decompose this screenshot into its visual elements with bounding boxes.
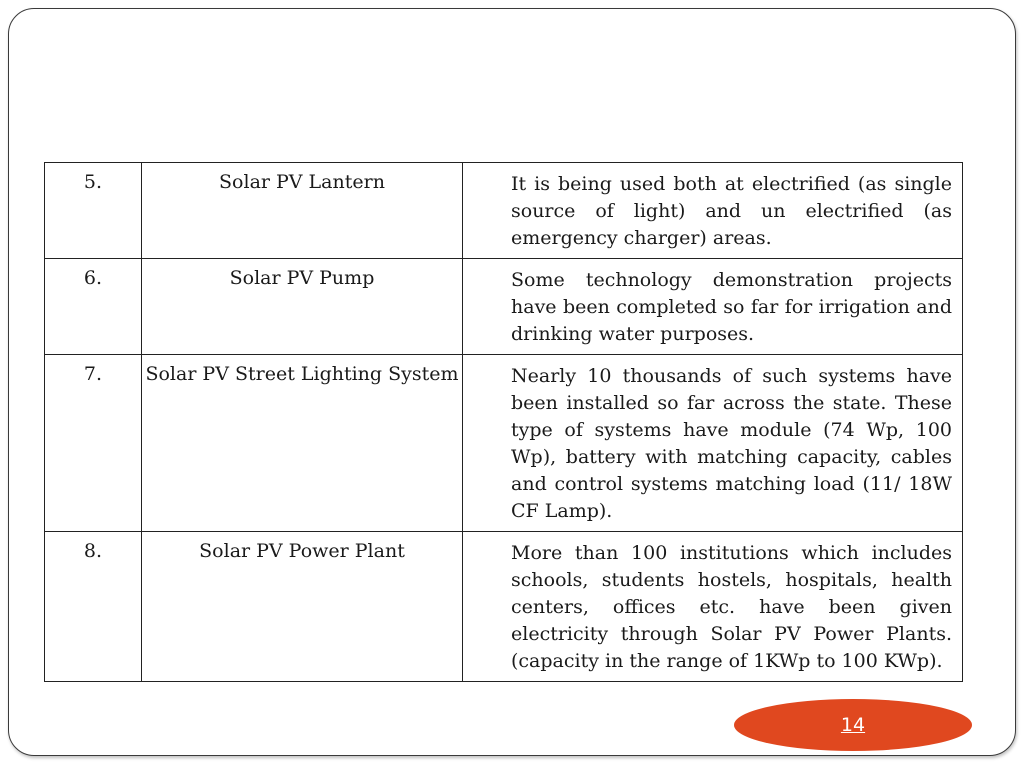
row-name-cell: Solar PV Lantern: [142, 163, 463, 259]
row-description-cell: [463, 259, 963, 355]
table-row: [45, 355, 963, 532]
row-description-cell: [463, 532, 963, 682]
table-row: [45, 532, 963, 682]
row-description-text: More than 100 institutions which includes schools, students hostels, hospitals, health centers, offices etc. have been given electricity through Solar PV Power Plants. (capacity in the range of 1KWp to 100 KWp).: [511, 542, 952, 672]
table-row: [45, 163, 963, 259]
page-number-link[interactable]: 14: [840, 714, 866, 736]
row-number-cell: 7.: [45, 355, 142, 532]
row-description-cell: [463, 355, 963, 532]
table-container: [44, 162, 963, 682]
row-number-cell: 8.: [45, 532, 142, 682]
row-number-cell: 5.: [45, 163, 142, 259]
row-description-text: Some technology demonstration projects have been completed so far for irrigation and drinking water purposes.: [511, 269, 952, 345]
row-description-text: It is being used both at electrified (as single source of light) and un electrified (as emergency charger) areas.: [511, 173, 952, 249]
row-name-cell: Solar PV Pump: [142, 259, 463, 355]
page-number-badge: [734, 699, 972, 751]
table-row: [45, 259, 963, 355]
row-name-cell: Solar PV Street Lighting System: [142, 355, 463, 532]
row-description-cell: [463, 163, 963, 259]
row-description-text: Nearly 10 thousands of such systems have been installed so far across the state. These type of systems have module (74 Wp, 100 Wp), battery with matching capacity, cables and control systems matching load (11/ 18W CF Lamp).: [511, 365, 952, 522]
row-name-cell: Solar PV Power Plant: [142, 532, 463, 682]
row-number-cell: 6.: [45, 259, 142, 355]
solar-pv-table: [44, 162, 963, 682]
